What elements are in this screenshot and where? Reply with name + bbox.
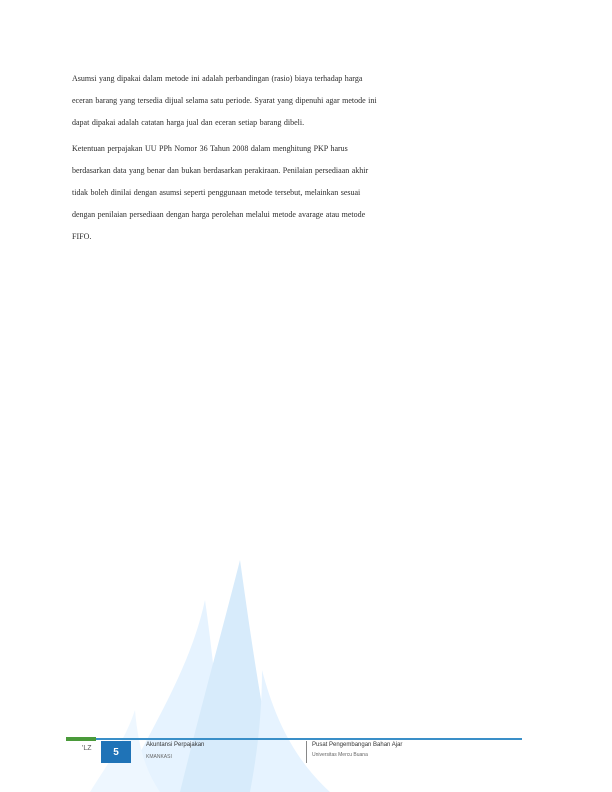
paragraph-line: Ketentuan perpajakan UU PPh Nomor 36 Tahun 2008 dalam menghitung PKP harus (72, 144, 348, 153)
paragraph-line: dapat dipakai adalah catatan harga jual dan eceran setiap barang dibeli. (72, 118, 305, 127)
paragraph-1 (72, 68, 422, 134)
footer-rule (66, 738, 522, 740)
footer-course-subtitle: KMANKASI (146, 754, 172, 760)
paragraph-line: eceran barang yang tersedia dijual selama satu periode. Syarat yang dipenuhi agar metode ini (72, 96, 377, 105)
footer-course-title: Akuntansi Perpajakan (146, 742, 205, 748)
decor-spire-right (250, 670, 330, 792)
paragraph-line: tidak boleh dinilai dengan asumsi seperti penggunaan metode tersebut, melainkan sesuai (72, 188, 361, 197)
paragraph-2 (72, 138, 422, 248)
footer-publisher: Pusat Pengembangan Bahan Ajar (312, 742, 403, 748)
paragraph-line: berdasarkan data yang benar dan bukan berdasarkan perakiraan. Penilaian persediaan akhir (72, 166, 369, 175)
paragraph-line: Asumsi yang dipakai dalam metode ini adalah perbandingan (rasio) biaya terhadap harga (72, 74, 363, 83)
footer-publisher-sub: Universitas Mercu Buana (312, 752, 368, 758)
paragraph-line: FIFO. (72, 232, 92, 241)
page-number-badge: 5 (101, 741, 131, 763)
footer-page-label: 'LZ (82, 745, 92, 752)
paragraph-line: dengan penilaian persediaan dengan harga perolehan melalui metode avarage atau metode (72, 210, 366, 219)
footer-rule-accent (66, 737, 96, 741)
footer-divider (306, 741, 307, 763)
